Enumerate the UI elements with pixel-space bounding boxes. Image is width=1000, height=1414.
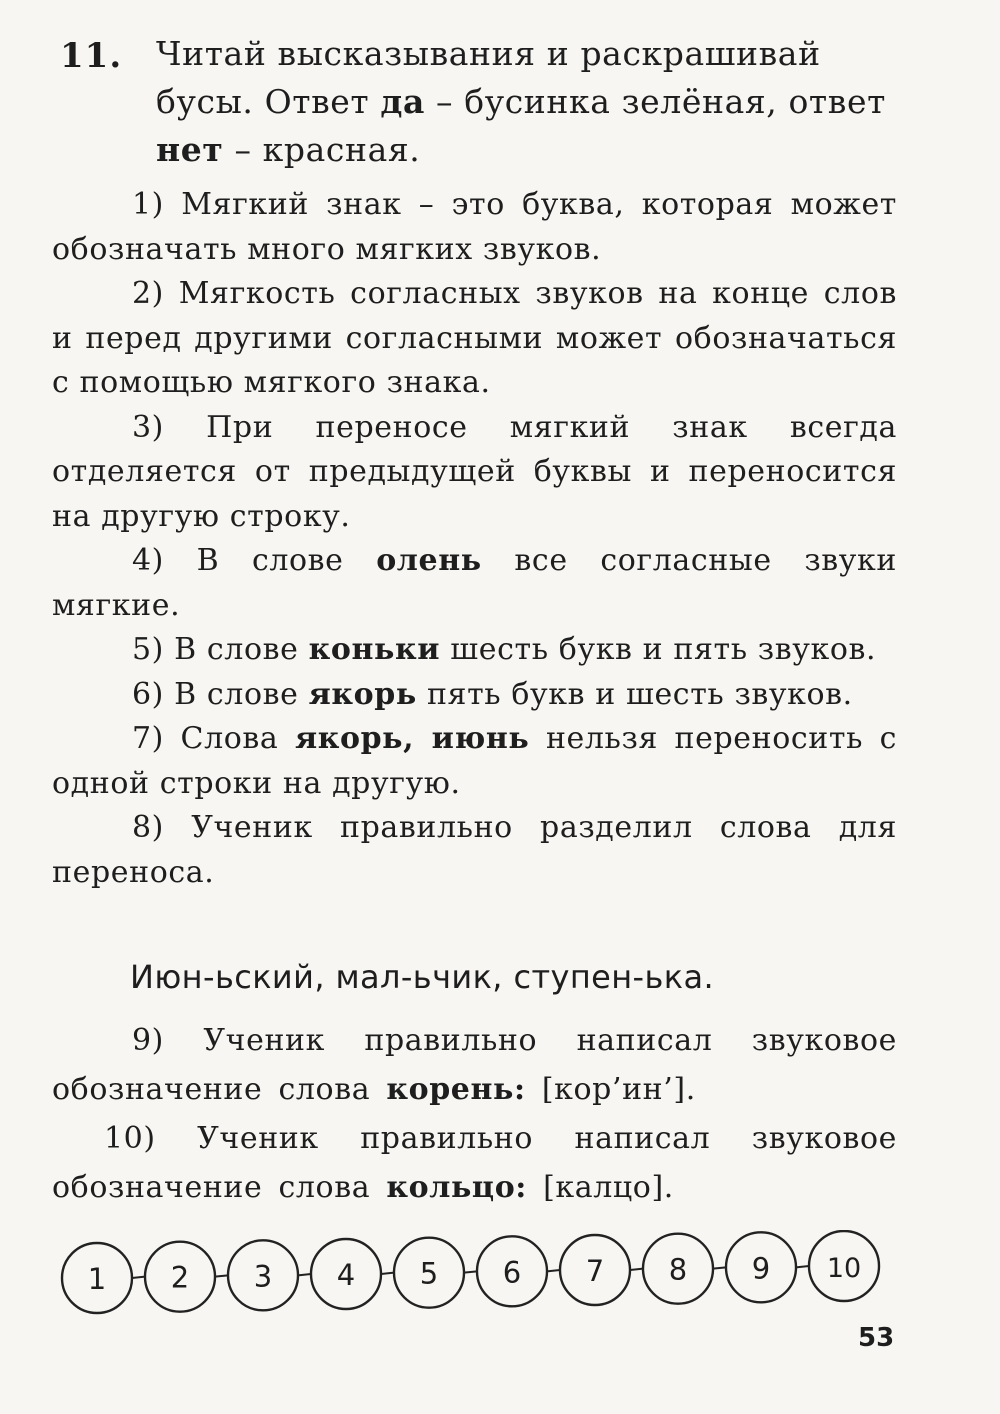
page-number: 53 [858, 1323, 895, 1353]
bead-thread [630, 1269, 643, 1270]
instruction-part-2: – бусинка зелёная, ответ [424, 82, 886, 121]
bead-label: 2 [170, 1260, 190, 1295]
bead-label: 5 [419, 1256, 439, 1291]
bead-label: 1 [87, 1262, 107, 1296]
example-words: Июн-ьский, мал-ьчик, ступен-ька. [130, 958, 715, 996]
statement-text: 4) В слове [132, 543, 377, 578]
statement-text: 10) Ученик правильно написал звуковое обозначение слова [52, 1121, 897, 1205]
bead-thread [132, 1277, 145, 1278]
yes-word: да [380, 82, 425, 121]
statement-keyword: корень: [386, 1072, 526, 1107]
bead-thread [381, 1273, 394, 1274]
instruction-part-1: Читай высказывания и раскрашивай бусы. Ответ [156, 34, 821, 121]
bead-label: 9 [751, 1251, 771, 1286]
statement-text: шесть букв и пять звуков. [440, 632, 877, 667]
statement-keyword: якорь [308, 676, 417, 712]
bead-3[interactable] [228, 1240, 298, 1310]
statement-9 [52, 1016, 897, 1114]
bead-label: 10 [826, 1253, 862, 1284]
bead-label: 3 [253, 1259, 273, 1294]
statement-text: [кор’ин’]. [525, 1072, 696, 1107]
statement-6 [52, 673, 897, 718]
bead-label: 6 [502, 1255, 522, 1290]
statement-keyword: коньки [308, 632, 441, 667]
statement-text: пять букв и шесть звуков. [416, 676, 853, 712]
instruction-part-3: – красная. [223, 130, 421, 169]
statement-1: 1) Мягкий знак – это буква, которая может обозначать много мягких звуков. [52, 187, 897, 267]
bead-7[interactable] [560, 1235, 630, 1305]
statements-list-continued [52, 1016, 897, 1212]
statement-text: 6) В слове [132, 676, 309, 712]
statement-4 [52, 539, 897, 628]
bead-thread [713, 1267, 726, 1268]
statement-10 [52, 1114, 897, 1212]
statement-text: 7) Слова [132, 721, 295, 756]
bead-6[interactable] [477, 1236, 547, 1306]
bead-4[interactable] [311, 1239, 381, 1309]
statement-keyword: кольцо: [386, 1170, 527, 1205]
statement-keyword: якорь, июнь [294, 721, 530, 756]
bead-9[interactable] [726, 1232, 796, 1302]
statement-2: 2) Мягкость согласных звуков на конце слов и перед другими согласными может обозначаться с помощью мягкого знака. [52, 276, 897, 400]
statement-3: 3) При переносе мягкий знак всегда отделяется от предыдущей буквы и переносится на другую строку. [52, 409, 897, 534]
statement-text: нельзя переносить с одной строки на другую. [52, 721, 897, 801]
task-number: 11. [60, 36, 123, 76]
statement-8: 8) Ученик правильно разделил слова для переноса. [52, 810, 897, 890]
task-instruction [156, 30, 896, 174]
bead-2[interactable] [145, 1242, 215, 1312]
bead-label: 4 [336, 1258, 356, 1292]
statement-7 [52, 717, 897, 806]
statement-text: 9) Ученик правильно написал звуковое обозначение слова [52, 1023, 897, 1107]
statements-list [52, 183, 897, 895]
bead-thread [464, 1271, 477, 1272]
beads-string [45, 1230, 905, 1330]
bead-label: 7 [585, 1254, 605, 1288]
bead-5[interactable] [394, 1238, 464, 1308]
bead-10[interactable] [809, 1231, 879, 1301]
bead-label: 8 [668, 1252, 688, 1287]
statement-5 [52, 628, 897, 673]
statement-keyword: олень [376, 543, 482, 578]
bead-thread [547, 1270, 560, 1271]
bead-thread [298, 1274, 311, 1275]
statement-text: все согласные звуки мягкие. [52, 543, 897, 623]
bead-thread [796, 1266, 809, 1267]
bead-1[interactable] [62, 1243, 132, 1313]
bead-thread [215, 1275, 228, 1276]
bead-8[interactable] [643, 1234, 713, 1304]
statement-text: 5) В слове [132, 632, 309, 667]
no-word: нет [156, 130, 224, 169]
statement-text: [калцо]. [526, 1170, 674, 1205]
